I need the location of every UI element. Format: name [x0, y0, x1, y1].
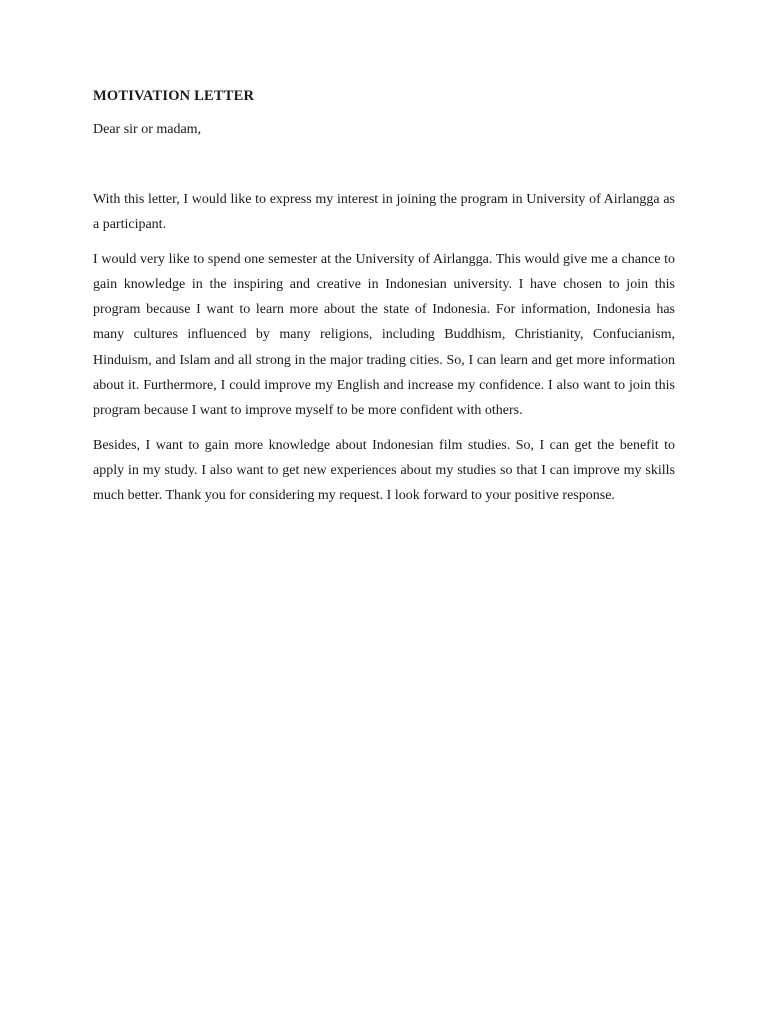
paragraph-closing: Besides, I want to gain more knowledge about Indonesian film studies. So, I can get the benefit to apply in my study. I also want to get new experiences about my studies so that I can improve my skills much better. Thank you for considering my request. I look forward to your positive response. — [93, 437, 675, 504]
document-title: MOTIVATION LETTER — [93, 88, 255, 104]
salutation: Dear sir or madam, — [93, 122, 202, 137]
paragraph-intro: With this letter, I would like to express my interest in joining the program in University of Airlangga as a participant. — [93, 192, 675, 233]
paragraph-motivation: I would very like to spend one semester at the University of Airlangga. This would give me a chance to gain knowledge in the inspiring and creative in Indonesian university. I have chosen to join this program because I want to learn more about the state of Indonesia. For information, Indonesia has many cultures influenced by many religions, including Buddhism, Christianity, Confucianism, Hinduism, and Islam and all strong in the major trading cities. So, I can learn and get more information about it. Furthermore, I could improve my English and increase my confidence. I also want to join this program because I want to improve myself to be more confident with others. — [93, 251, 675, 419]
letter-body — [93, 86, 675, 509]
